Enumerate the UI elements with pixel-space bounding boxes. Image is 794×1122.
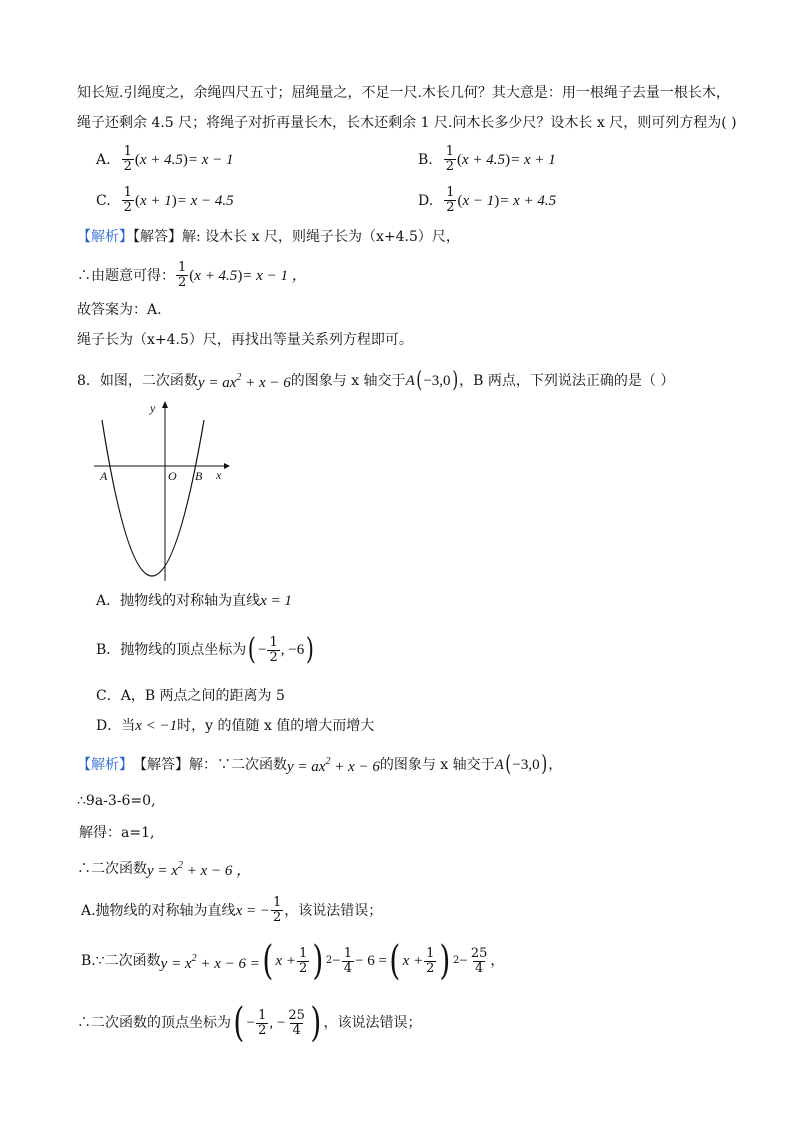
fraction-quarter [342, 947, 354, 976]
fraction-25-4 [286, 1009, 307, 1038]
solution-text: B.∵二次函数 [81, 953, 161, 969]
option-inner-expr: x + 1 [139, 192, 172, 209]
option-label: B. [418, 151, 433, 168]
fraction-denominator: 4 [474, 960, 484, 976]
x-axis-label: x [216, 468, 222, 482]
q7-solution-line-4: 绳子长为（x+4.5）尺，再找出等量关系列方程即可。 [77, 332, 413, 348]
fraction-numerator: 1 [343, 945, 353, 961]
solution-math: x = − [235, 902, 270, 919]
fraction-denominator: 2 [446, 200, 455, 215]
option-math: , −6 [280, 642, 305, 658]
q8-solution-line-1: 【解析】 【解答】解：∵二次函数 $y = ax^2 + x - 6$ 的图象与 x 轴交于 A ( −3,0 ) ， [77, 751, 563, 777]
q8-solution-line-6: B.∵二次函数 $y = x^2 + x - 6$ = ( x + $\frac{1}{2}$ ) 2 − $\frac{1}{4}$ − 6 = ( x + $\frac{1}{2}$ ) 2 − $\frac{25}{4}$ ， [81, 938, 505, 984]
exponent: 2 [452, 955, 460, 966]
q8-solution-line-5 [81, 896, 382, 925]
fraction-numerator: 1 [426, 945, 435, 961]
q8-solution-line-2: ∴9a-3-6=0, [77, 793, 156, 809]
solution-text: ， [490, 953, 505, 969]
function-tail: + x − 6 = [196, 955, 260, 972]
option-text: B．抛物线的顶点坐标为 [96, 642, 247, 658]
point-a-label: A [405, 372, 415, 389]
fraction-denominator: 2 [299, 960, 308, 976]
option-inner-expr: x − 1 [462, 192, 495, 209]
q8-option-b: B．抛物线的顶点坐标为 ( − $\frac{1}{2}$ , −6 ) [96, 632, 315, 667]
fraction-numerator: 1 [123, 144, 132, 159]
fraction-half [424, 947, 436, 976]
fraction-numerator: 1 [446, 185, 455, 200]
analysis-tag: 【解析】 [77, 756, 133, 773]
fraction-denominator: 2 [272, 910, 282, 925]
q7-option-a: A. $\frac{1}{2}$ (x + 4.5) = x − 1 [96, 144, 234, 174]
fraction-numerator: 25 [288, 1007, 305, 1023]
q7-solution-line-2: ∴由题意可得： $\frac{1}{2}$ (x + 4.5) = x − 1 ， [77, 260, 307, 290]
option-rhs: = x + 1 [510, 151, 556, 168]
exponent: 2 [236, 372, 242, 383]
option-label: C. [96, 192, 111, 209]
fraction-half [122, 186, 134, 215]
q7-text-line-2: 绳子还剩余 4.5 尺；将绳子对折再量长木，长木还剩余 1 尺.问木长多少尺？设木长 x 尺，则可列方程为( ) [77, 115, 737, 131]
option-text: 时，y 的值随 x 值的增大而增大 [177, 718, 375, 734]
solution-math: x + [275, 953, 297, 969]
option-math: x = 1 [260, 593, 292, 609]
fraction-half [444, 186, 456, 215]
q8-solution-line-3: 解得：a=1, [79, 825, 155, 841]
option-text: A．抛物线的对称轴为直线 [96, 593, 261, 609]
fraction-numerator: 25 [470, 945, 488, 961]
exponent: 2 [177, 860, 183, 871]
fraction-denominator: 2 [426, 960, 435, 976]
solution-text: ， [548, 756, 563, 773]
fraction-numerator: 1 [445, 144, 455, 159]
fraction-denominator: 2 [123, 159, 132, 174]
solution-text: ，该说法错误； [323, 1015, 422, 1031]
q7-option-d: D. $\frac{1}{2}$ (x − 1) = x + 4.5 [418, 185, 557, 215]
fraction-denominator: 2 [445, 159, 455, 174]
point-a-coords: −3,0 [512, 756, 540, 773]
option-math: x < −1 [135, 718, 178, 734]
solution-text: 的图象与 x 轴交于 [379, 756, 495, 773]
fraction-denominator: 4 [292, 1022, 301, 1038]
solution-math: − [459, 953, 468, 969]
function-head: y = x [160, 955, 192, 972]
point-a-label: A [494, 756, 504, 773]
option-inner-expr: x + 4.5 [139, 151, 183, 168]
fraction-denominator: 2 [123, 200, 132, 215]
fraction-numerator: 1 [258, 1007, 267, 1023]
y-axis-label: y [150, 401, 156, 415]
fraction-numerator: 1 [123, 185, 132, 200]
q7-option-c: C. $\frac{1}{2}$ (x + 1) = x − 4.5 [96, 185, 234, 215]
solution-text: A.抛物线的对称轴为直线 [81, 902, 236, 919]
fraction-denominator: 2 [258, 1022, 267, 1038]
option-rhs: = x − 1 [187, 151, 234, 168]
solution-math: x + [402, 953, 424, 969]
point-b-graph-label: B [195, 469, 203, 483]
function-tail: + x − 6 ， [182, 863, 252, 879]
q7-option-b: B. $\frac{1}{2}$ (x + 4.5) = x + 1 [418, 144, 556, 174]
option-label: D. [418, 192, 434, 209]
function-head: y = x [147, 863, 178, 879]
parabola-graph [90, 398, 230, 584]
fraction-denominator: 2 [178, 275, 187, 290]
q8-stem: 8．如图，二次函数 $y = ax^2 + x - 6$ 的图象与 x 轴交于 A ( −3,0 ) ，B 两点，下列说法正确的是（ ） [77, 367, 675, 393]
solution-text: 【解答】解：∵二次函数 [133, 756, 287, 773]
point-a-coords: −3,0 [423, 372, 451, 389]
q7-text-line-1: 知长短.引绳度之，余绳四尺五寸；屈绳量之，不足一尺.木长几何？其大意是：用一根绳子去量一根长木， [77, 85, 730, 101]
fraction-25-4 [469, 947, 490, 976]
fraction-denominator: 2 [269, 649, 278, 665]
analysis-tag: 【解析】 [77, 229, 133, 245]
option-rhs: = x − 4.5 [176, 192, 234, 209]
fraction-half [256, 1009, 268, 1038]
fraction-half [297, 947, 309, 976]
fraction-numerator: 1 [299, 945, 308, 961]
solution-rhs: = x − 1 ， [242, 267, 307, 284]
exponent: 2 [191, 952, 197, 964]
solution-text: ，该说法错误； [284, 902, 383, 919]
x-axis-arrow [224, 463, 230, 469]
q8-function [198, 368, 291, 393]
q8-stem-text: 的图象与 x 轴交于 [290, 372, 406, 389]
exponent: 2 [325, 955, 333, 966]
fraction-half [122, 145, 134, 174]
q7-solution-line-3: 故答案为：A. [77, 302, 162, 318]
fraction-half [267, 636, 279, 665]
q8-solution-line-4 [77, 856, 251, 881]
fraction-numerator: 1 [269, 634, 278, 650]
solution-text: ∴二次函数 [77, 860, 147, 877]
solution-text: 【解答】解: 设木长 x 尺，则绳子长为（x+4.5）尺， [133, 229, 460, 245]
q8-stem-text: ，B 两点，下列说法正确的是（ ） [459, 372, 675, 389]
q8-option-d [96, 716, 374, 736]
fraction-numerator: 1 [272, 895, 282, 910]
option-inner-expr: x + 4.5 [462, 151, 506, 168]
option-rhs: = x + 4.5 [499, 192, 557, 209]
q8-option-a [96, 591, 292, 611]
point-a-graph-label: A [100, 469, 108, 483]
solution-text: ∴由题意可得： [77, 267, 175, 284]
q8-stem-text: 8．如图，二次函数 [77, 372, 198, 389]
solution-inner-expr: x + 4.5 [194, 267, 238, 284]
q7-solution-line-1 [77, 227, 460, 247]
y-axis-arrow [162, 401, 168, 408]
solution-text: ∴二次函数的顶点坐标为 [77, 1015, 231, 1031]
origin-label: O [168, 469, 177, 483]
function-head: y = ax [197, 375, 237, 391]
option-text: D．当 [96, 718, 136, 734]
exponent: 2 [325, 756, 331, 767]
function-tail: + x − 6 [330, 759, 380, 775]
parabola-curve [102, 420, 204, 576]
q8-option-c: C．A，B 两点之间的距离为 5 [96, 688, 285, 704]
function-head: y = ax [287, 759, 326, 775]
function-tail: + x − 6 [241, 375, 291, 391]
solution-math: − [332, 953, 341, 969]
fraction-half [271, 896, 283, 925]
fraction-denominator: 4 [343, 960, 353, 976]
q8-solution-line-7: ∴二次函数的顶点坐标为 ( − $\frac{1}{2}$ , − $\frac{25}{4}$ ) ，该说法错误； [77, 1000, 422, 1046]
fraction-half [444, 145, 456, 174]
solution-math: − 6 = [355, 953, 387, 969]
option-label: A. [96, 151, 111, 168]
fraction-half [176, 261, 188, 290]
fraction-numerator: 1 [178, 260, 187, 275]
